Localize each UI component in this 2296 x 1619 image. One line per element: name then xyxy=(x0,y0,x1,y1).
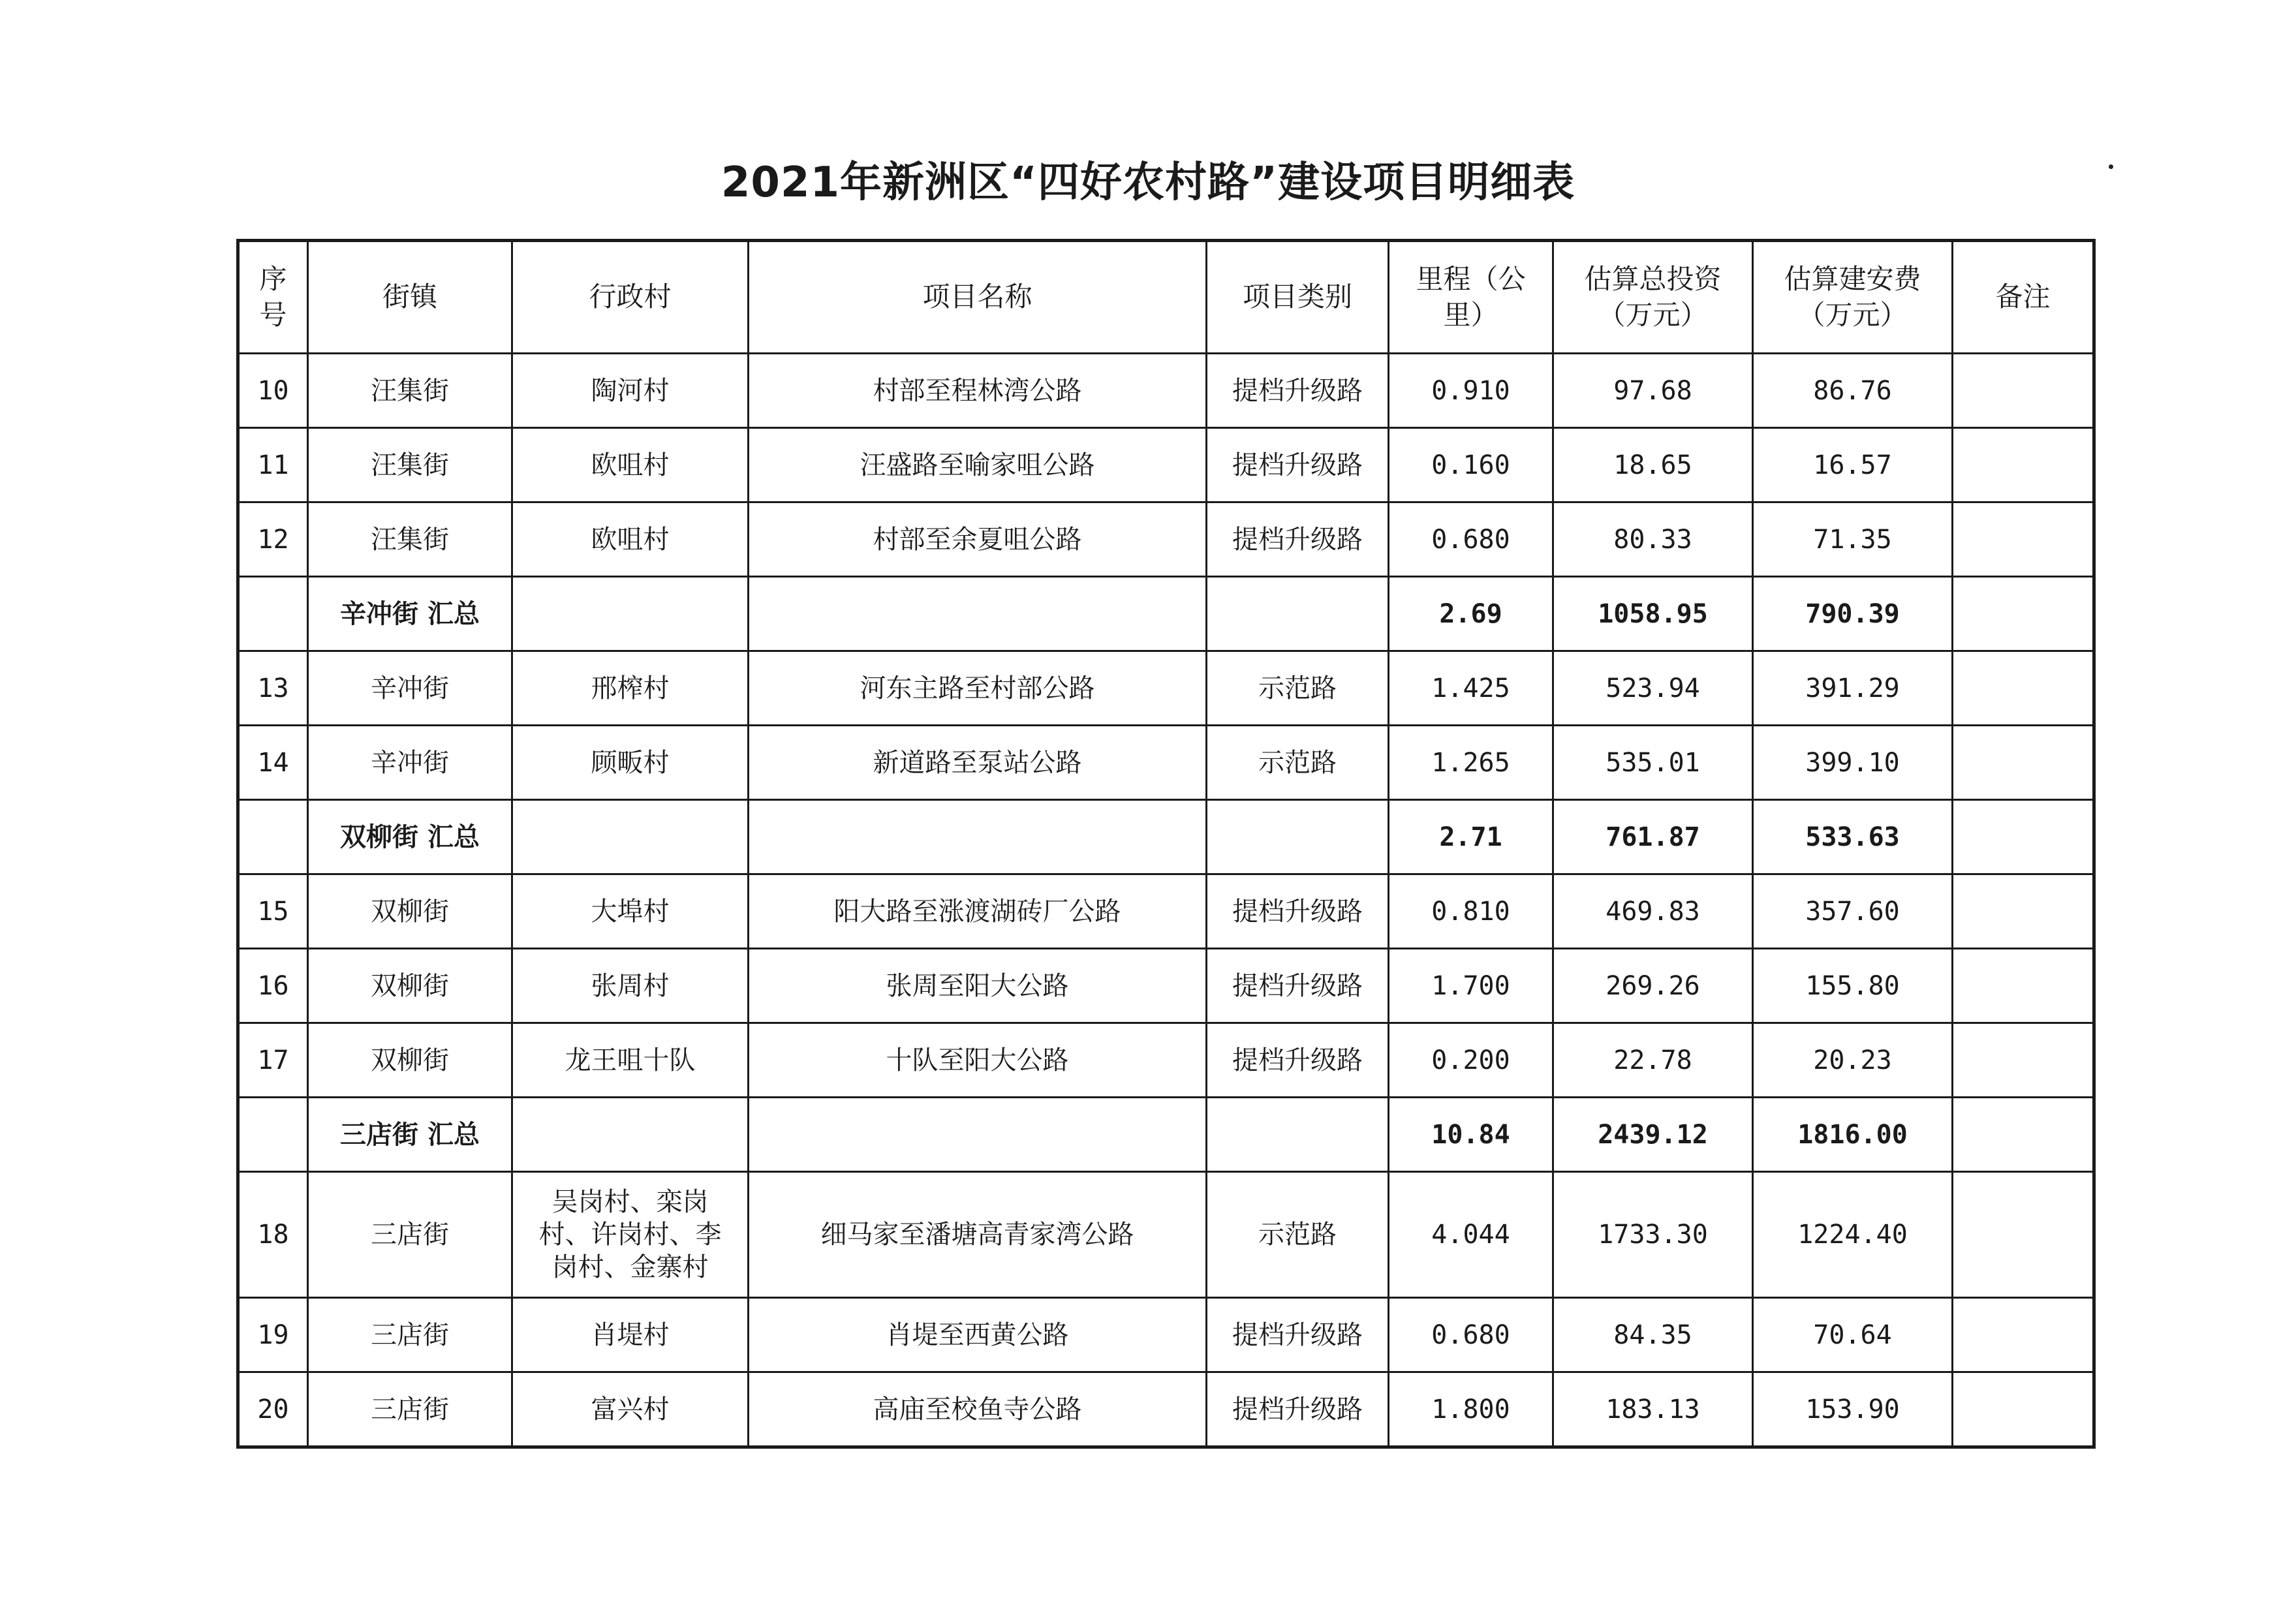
table-row xyxy=(238,726,2094,800)
cell-village: 张周村 xyxy=(512,949,749,1023)
cell-project xyxy=(749,800,1207,874)
cell-no xyxy=(238,800,308,874)
table-row xyxy=(238,354,2094,428)
cell-total-investment: 523.94 xyxy=(1553,651,1753,726)
cell-project: 阳大路至涨渡湖砖厂公路 xyxy=(749,874,1207,949)
cell-mileage: 0.680 xyxy=(1389,502,1553,577)
header-mileage xyxy=(1389,241,1553,354)
cell-no xyxy=(238,577,308,651)
header-remark: 备注 xyxy=(1953,241,2094,354)
header-construction-cost-label: 估算建安费（万元） xyxy=(1784,262,1921,331)
cell-remark xyxy=(1953,428,2094,502)
subtotal-row xyxy=(238,1098,2094,1172)
cell-category: 提档升级路 xyxy=(1207,502,1389,577)
cell-remark xyxy=(1953,1372,2094,1447)
cell-no: 15 xyxy=(238,874,308,949)
cell-town: 辛冲街 汇总 xyxy=(308,577,512,651)
cell-mileage: 1.700 xyxy=(1389,949,1553,1023)
cell-remark xyxy=(1953,949,2094,1023)
cell-town: 双柳街 汇总 xyxy=(308,800,512,874)
cell-total-investment: 535.01 xyxy=(1553,726,1753,800)
cell-total-investment: 183.13 xyxy=(1553,1372,1753,1447)
cell-village: 龙王咀十队 xyxy=(512,1023,749,1098)
cell-construction-cost: 533.63 xyxy=(1753,800,1953,874)
cell-remark xyxy=(1953,651,2094,726)
subtotal-row xyxy=(238,800,2094,874)
header-town: 街镇 xyxy=(308,241,512,354)
cell-no xyxy=(238,1098,308,1172)
cell-total-investment: 469.83 xyxy=(1553,874,1753,949)
cell-category: 提档升级路 xyxy=(1207,428,1389,502)
cell-mileage: 4.044 xyxy=(1389,1172,1553,1298)
header-project: 项目名称 xyxy=(749,241,1207,354)
cell-category xyxy=(1207,1098,1389,1172)
cell-mileage: 10.84 xyxy=(1389,1098,1553,1172)
cell-mileage: 2.71 xyxy=(1389,800,1553,874)
cell-project: 高庙至校鱼寺公路 xyxy=(749,1372,1207,1447)
cell-total-investment: 18.65 xyxy=(1553,428,1753,502)
table-row xyxy=(238,1023,2094,1098)
cell-no: 17 xyxy=(238,1023,308,1098)
cell-total-investment: 269.26 xyxy=(1553,949,1753,1023)
table-row xyxy=(238,428,2094,502)
cell-remark xyxy=(1953,502,2094,577)
cell-construction-cost: 71.35 xyxy=(1753,502,1953,577)
cell-town: 汪集街 xyxy=(308,502,512,577)
header-mileage-label: 里程（公里） xyxy=(1416,262,1526,331)
cell-town: 双柳街 xyxy=(308,949,512,1023)
cell-village: 大埠村 xyxy=(512,874,749,949)
cell-construction-cost: 790.39 xyxy=(1753,577,1953,651)
cell-total-investment: 22.78 xyxy=(1553,1023,1753,1098)
cell-no: 11 xyxy=(238,428,308,502)
table-row xyxy=(238,651,2094,726)
cell-village xyxy=(512,1098,749,1172)
cell-village: 欧咀村 xyxy=(512,502,749,577)
cell-construction-cost: 155.80 xyxy=(1753,949,1953,1023)
cell-town: 辛冲街 xyxy=(308,726,512,800)
cell-category: 提档升级路 xyxy=(1207,1372,1389,1447)
cell-project: 细马家至潘塘高青家湾公路 xyxy=(749,1172,1207,1298)
cell-mileage: 1.800 xyxy=(1389,1372,1553,1447)
cell-mileage: 0.680 xyxy=(1389,1298,1553,1372)
cell-construction-cost: 20.23 xyxy=(1753,1023,1953,1098)
cell-remark xyxy=(1953,1298,2094,1372)
table-body xyxy=(238,354,2094,1447)
cell-category: 提档升级路 xyxy=(1207,874,1389,949)
cell-construction-cost: 399.10 xyxy=(1753,726,1953,800)
cell-mileage: 2.69 xyxy=(1389,577,1553,651)
cell-total-investment: 2439.12 xyxy=(1553,1098,1753,1172)
cell-project: 汪盛路至喻家咀公路 xyxy=(749,428,1207,502)
cell-construction-cost: 86.76 xyxy=(1753,354,1953,428)
cell-village: 顾畈村 xyxy=(512,726,749,800)
cell-construction-cost: 391.29 xyxy=(1753,651,1953,726)
cell-remark xyxy=(1953,726,2094,800)
cell-no: 18 xyxy=(238,1172,308,1298)
cell-category xyxy=(1207,800,1389,874)
cell-construction-cost: 70.64 xyxy=(1753,1298,1953,1372)
cell-total-investment: 84.35 xyxy=(1553,1298,1753,1372)
cell-village: 邢榨村 xyxy=(512,651,749,726)
cell-mileage: 1.425 xyxy=(1389,651,1553,726)
project-detail-table xyxy=(236,239,2096,1449)
header-serial xyxy=(238,241,308,354)
cell-village xyxy=(512,577,749,651)
cell-town: 汪集街 xyxy=(308,354,512,428)
cell-no: 20 xyxy=(238,1372,308,1447)
table-row xyxy=(238,1298,2094,1372)
cell-village xyxy=(512,1172,749,1298)
cell-remark xyxy=(1953,874,2094,949)
cell-village-text: 吴岗村、栾岗村、许岗村、李岗村、金寨村 xyxy=(538,1187,722,1282)
cell-category: 示范路 xyxy=(1207,651,1389,726)
cell-project xyxy=(749,577,1207,651)
cell-project: 村部至余夏咀公路 xyxy=(749,502,1207,577)
cell-category: 提档升级路 xyxy=(1207,354,1389,428)
cell-project xyxy=(749,1098,1207,1172)
cell-mileage: 1.265 xyxy=(1389,726,1553,800)
cell-category: 提档升级路 xyxy=(1207,1298,1389,1372)
cell-category: 示范路 xyxy=(1207,726,1389,800)
table-row xyxy=(238,1172,2094,1298)
header-village: 行政村 xyxy=(512,241,749,354)
cell-town: 三店街 xyxy=(308,1372,512,1447)
cell-project: 张周至阳大公路 xyxy=(749,949,1207,1023)
cell-no: 14 xyxy=(238,726,308,800)
table-row xyxy=(238,949,2094,1023)
cell-category: 提档升级路 xyxy=(1207,949,1389,1023)
cell-town: 三店街 汇总 xyxy=(308,1098,512,1172)
cell-project: 河东主路至村部公路 xyxy=(749,651,1207,726)
cell-remark xyxy=(1953,1023,2094,1098)
cell-total-investment: 761.87 xyxy=(1553,800,1753,874)
table-row xyxy=(238,502,2094,577)
header-total-investment xyxy=(1553,241,1753,354)
cell-town: 辛冲街 xyxy=(308,651,512,726)
cell-project: 村部至程林湾公路 xyxy=(749,354,1207,428)
cell-no: 13 xyxy=(238,651,308,726)
cell-category xyxy=(1207,577,1389,651)
cell-total-investment: 1733.30 xyxy=(1553,1172,1753,1298)
cell-category: 示范路 xyxy=(1207,1172,1389,1298)
cell-no: 16 xyxy=(238,949,308,1023)
header-total-investment-label: 估算总投资（万元） xyxy=(1584,262,1722,331)
cell-remark xyxy=(1953,1172,2094,1298)
cell-no: 12 xyxy=(238,502,308,577)
cell-mileage: 0.810 xyxy=(1389,874,1553,949)
cell-village xyxy=(512,800,749,874)
cell-town: 汪集街 xyxy=(308,428,512,502)
cell-mileage: 0.200 xyxy=(1389,1023,1553,1098)
cell-project: 十队至阳大公路 xyxy=(749,1023,1207,1098)
cell-village: 肖堤村 xyxy=(512,1298,749,1372)
cell-construction-cost: 1224.40 xyxy=(1753,1172,1953,1298)
cell-total-investment: 97.68 xyxy=(1553,354,1753,428)
cell-remark xyxy=(1953,800,2094,874)
cell-total-investment: 80.33 xyxy=(1553,502,1753,577)
header-construction-cost xyxy=(1753,241,1953,354)
cell-construction-cost: 357.60 xyxy=(1753,874,1953,949)
table-row xyxy=(238,1372,2094,1447)
cell-project: 新道路至泵站公路 xyxy=(749,726,1207,800)
cell-construction-cost: 153.90 xyxy=(1753,1372,1953,1447)
table-header-row xyxy=(238,241,2094,354)
cell-no: 10 xyxy=(238,354,308,428)
table-row xyxy=(238,874,2094,949)
header-category: 项目类别 xyxy=(1207,241,1389,354)
subtotal-row xyxy=(238,577,2094,651)
scan-speck xyxy=(2109,164,2113,169)
header-serial-label: 序号 xyxy=(259,262,287,331)
cell-category: 提档升级路 xyxy=(1207,1023,1389,1098)
cell-village: 陶河村 xyxy=(512,354,749,428)
cell-town: 三店街 xyxy=(308,1172,512,1298)
cell-project: 肖堤至西黄公路 xyxy=(749,1298,1207,1372)
cell-construction-cost: 1816.00 xyxy=(1753,1098,1953,1172)
cell-total-investment: 1058.95 xyxy=(1553,577,1753,651)
cell-construction-cost: 16.57 xyxy=(1753,428,1953,502)
cell-town: 双柳街 xyxy=(308,1023,512,1098)
cell-no: 19 xyxy=(238,1298,308,1372)
cell-village: 欧咀村 xyxy=(512,428,749,502)
cell-mileage: 0.160 xyxy=(1389,428,1553,502)
cell-remark xyxy=(1953,1098,2094,1172)
cell-mileage: 0.910 xyxy=(1389,354,1553,428)
cell-village: 富兴村 xyxy=(512,1372,749,1447)
cell-remark xyxy=(1953,577,2094,651)
cell-remark xyxy=(1953,354,2094,428)
cell-town: 三店街 xyxy=(308,1298,512,1372)
page-title: 2021年新洲区“四好农村路”建设项目明细表 xyxy=(721,159,1575,207)
cell-town: 双柳街 xyxy=(308,874,512,949)
